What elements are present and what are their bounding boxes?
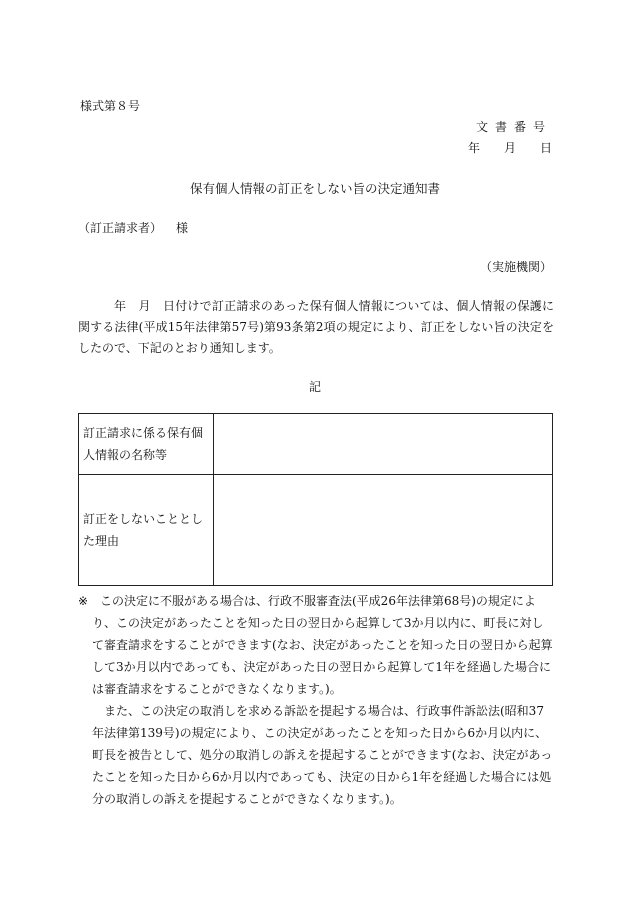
note-section	[78, 590, 554, 810]
table-row	[79, 414, 553, 475]
table-label-cell: 訂正をしないこととした理由	[79, 475, 214, 586]
note-paragraph-2: また、この決定の取消しを求める訴訟を提起する場合は、行政事件訴訟法(昭和37年法律第139号)の規定により、この決定があったことを知った日から6か月以内に、町長を被告として、処分の取消しの訴えを提起することができます(なお、決定があったことを知った日から6か月以内であっても、決定の日から1年を経過した場合には処分の取消しの訴えを提起することができなくなります。)。	[92, 704, 553, 806]
document-title: 保有個人情報の訂正をしない旨の決定通知書	[189, 181, 440, 196]
document-number-label: 文書番号	[475, 120, 552, 134]
table-value-cell	[214, 475, 553, 586]
issuing-agency: （実施機関）	[479, 260, 552, 274]
note-mark: ※	[78, 594, 89, 608]
table-label-cell: 訂正請求に係る保有個人情報の名称等	[79, 414, 214, 475]
note-paragraph-1	[78, 590, 554, 700]
table-value-cell	[214, 414, 553, 475]
body-paragraph: 年 月 日付けで訂正請求のあった保有個人情報については、個人情報の保護に関する法律(平成15年法律第57号)第93条第2項の規定により、訂正をしない旨の決定をしたので、下記のとおり通知します。	[78, 299, 554, 355]
detail-table	[78, 413, 553, 586]
addressee-name: （訂正請求者）	[78, 221, 163, 235]
table-row	[79, 475, 553, 586]
addressee-honorific: 様	[176, 221, 189, 235]
note-paragraph-1-text: この決定に不服がある場合は、行政不服審査法(平成26年法律第68号)の規定により、この決定があったことを知った日の翌日から起算して3か月以内に、町長に対して審査請求をすることができます(なお、決定があったことを知った日の翌日から起算して3か月以内であっても、決定があった日の翌日から起算して1年を経過した場合には審査請求をすることができなくなります。)。	[92, 594, 553, 696]
ki-heading: 記	[308, 380, 321, 394]
date-month: 月	[503, 141, 516, 155]
date-year: 年	[467, 141, 480, 155]
form-number: 様式第８号	[80, 99, 141, 113]
addressee	[78, 219, 188, 236]
document-date	[468, 139, 552, 156]
date-day: 日	[539, 141, 552, 155]
